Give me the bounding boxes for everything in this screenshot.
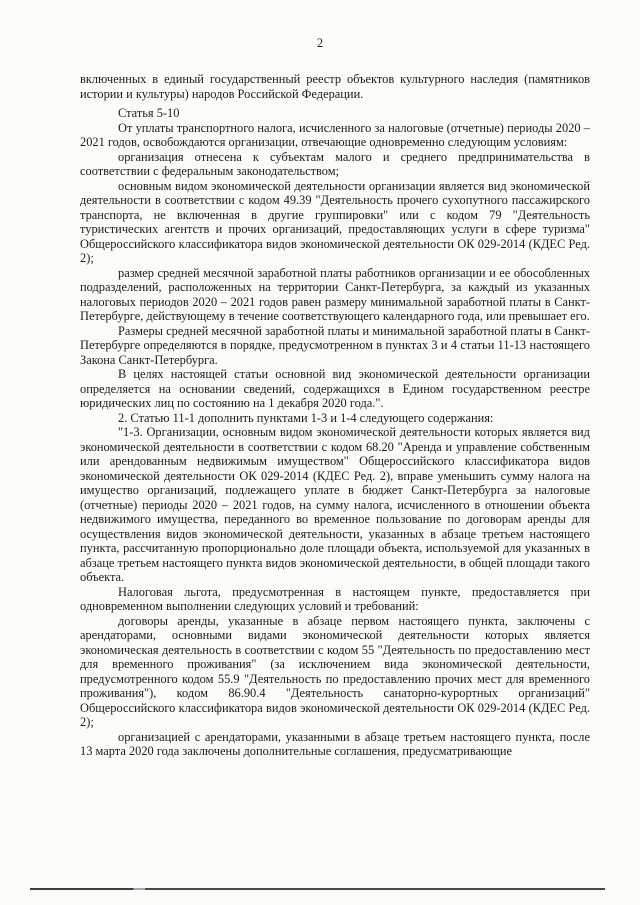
paragraph-condition-1: организация отнесена к субъектам малого и среднего предпринимательства в соответствии с федеральным законодательством; <box>80 149 590 178</box>
paragraph-amendment: 2. Статью 11-1 дополнить пунктами 1-3 и 1-4 следующего содержания: <box>118 410 494 425</box>
paragraph-condition-3: размер средней месячной заработной платы работников организации и ее обособленных подразделений, расположенных на территории Санкт-Петербурга, за каждый из указанных налоговых периодов 2020 – 2021 годов равен размеру минимальной заработной платы в Санкт-Петербурге, действующему в течение соответствующего календарного года, или превышает его. <box>80 265 590 323</box>
paragraph-condition-2: основным видом экономической деятельности организации является вид экономической деятельности в соответствии с кодом 49.39 "Деятельность прочего сухопутного пассажирского транспорта, не включенная в другие группировки" или с кодом 79 "Деятельность туристических агентств и прочих организаций, предоставляющих услуги в сфере туризма" Общероссийского классификатора видов экономической деятельности ОК 029-2014 (КДЕС Ред. 2); <box>80 178 590 265</box>
paragraph-additional-agreements: организацией с арендаторами, указанными в абзаце третьем настоящего пункта, после 13 марта 2020 года заключены дополнительные соглашения, предусматривающие <box>80 729 590 758</box>
document-body <box>80 72 590 759</box>
paragraph-article-intro: От уплаты транспортного налога, исчисленного за налоговые (отчетные) периоды 2020 – 2021 годов, освобождаются организации, отвечающие одновременно следующим условиям: <box>80 120 590 149</box>
scan-bottom-rule <box>30 888 605 890</box>
paragraph-lease-contracts: договоры аренды, указанные в абзаце первом настоящего пункта, заключены с арендаторами, основными видами экономической деятельности которых является экономическая деятельность в соответствии с кодом 55 "Деятельность по предоставлению мест для временного проживания" (за исключением вида экономической деятельности, предусмотренного кодом 55.9 "Деятельность по предоставлению прочих мест для временного проживания"), кодом 86.90.4 "Деятельность санаторно-курортных организаций" Общероссийского классификатора видов экономической деятельности ОК 029-2014 (КДЕС Ред. 2); <box>80 613 590 729</box>
paragraph-salary-rules: Размеры средней месячной заработной платы и минимальной заработной платы в Санкт-Петербурге определяются в порядке, предусмотренном в пунктах 3 и 4 статьи 11-13 настоящего Закона Санкт-Петербурга. <box>80 323 590 367</box>
article-heading: Статья 5-10 <box>118 106 180 120</box>
page-number: 2 <box>316 36 324 50</box>
paragraph-activity-definition: В целях настоящей статьи основной вид экономической деятельности организации определяется на основании сведений, содержащихся в Едином государственном реестре юридических лиц по состоянию на 1 декабря 2020 года.". <box>80 367 590 410</box>
paragraph-point-1-3: "1-3. Организации, основным видом экономической деятельности которых является вид экономической деятельности в соответствии с кодом 68.20 "Аренда и управление собственным или арендованным недвижимым имуществом" Общероссийского классификатора видов экономической деятельности ОК 029-2014 (КДЕС Ред. 2), вправе уменьшить сумму налога на имущество организаций, подлежащего уплате в бюджет Санкт-Петербурга за налоговые (отчетные) периоды 2020 – 2021 годов, на сумму налога, исчисленного в отношении объекта недвижимого имущества, переданного во временное пользование по договорам аренды для осуществления видов экономической деятельности, указанных в абзаце третьем настоящего пункта, рассчитанную пропорционально доле площади объекта, используемой для указанных в абзаце третьем настоящего пункта видов экономической деятельности, в общей площади такого объекта. <box>80 425 590 584</box>
paragraph-continuation: включенных в единый государственный реестр объектов культурного наследия (памятников истории и культуры) народов Российской Федерации. <box>80 72 590 101</box>
paragraph-benefit-conditions: Налоговая льгота, предусмотренная в настоящем пункте, предоставляется при одновременном выполнении следующих условий и требований: <box>80 584 590 613</box>
